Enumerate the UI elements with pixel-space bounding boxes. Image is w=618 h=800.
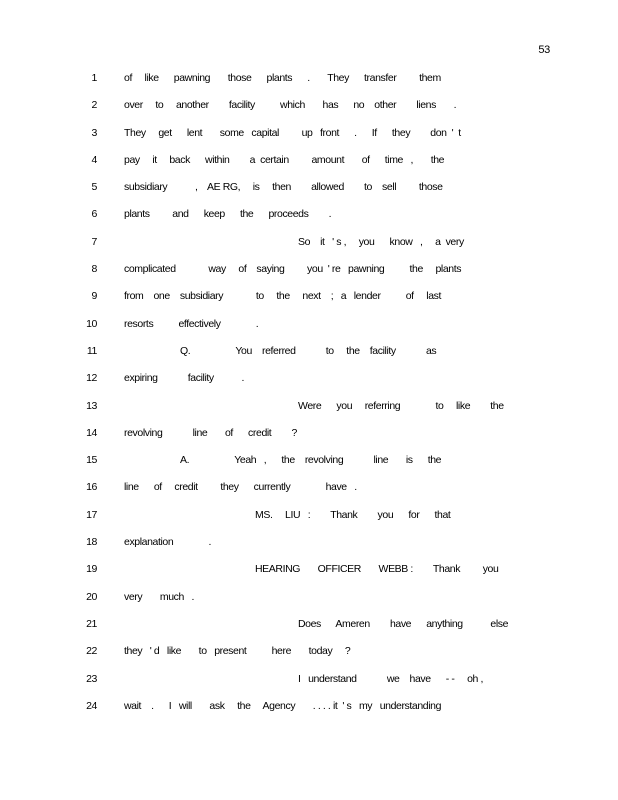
transcript-line [0, 672, 618, 699]
line-text: pay it back within a certain amount of time , the [124, 153, 445, 166]
transcript-line [0, 644, 618, 671]
line-number: 10 [86, 317, 97, 330]
transcript-line [0, 317, 618, 344]
line-number: 5 [91, 181, 97, 194]
line-number: 16 [86, 481, 97, 494]
transcript-line [0, 426, 618, 453]
line-text: Were you referring to like the [298, 399, 504, 412]
line-text: Does Ameren have anything else [298, 617, 509, 630]
line-text: from one subsidiary to the next ; a lender of last [124, 290, 441, 303]
line-text: wait . I will ask the Agency . . . . it ' s my understanding [124, 699, 442, 712]
line-text: expiring facility . [124, 372, 244, 385]
line-text: MS. LIU : Thank you for that [255, 508, 451, 521]
line-number: 21 [86, 617, 97, 630]
line-number: 24 [86, 699, 97, 712]
line-text: complicated way of saying you ' re pawning the plants [124, 263, 462, 276]
line-number: 3 [91, 126, 97, 139]
line-number: 22 [86, 645, 97, 658]
transcript-line [0, 71, 618, 98]
line-text: So it ' s , you know , a very [298, 235, 464, 248]
transcript-line [0, 480, 618, 507]
transcript-line [0, 399, 618, 426]
transcript-line [0, 153, 618, 180]
line-text: resorts effectively . [124, 317, 259, 330]
line-number: 23 [86, 672, 97, 685]
transcript-line [0, 453, 618, 480]
line-text: subsidiary , AE RG, is then allowed to sell those [124, 181, 443, 194]
line-text: explanation . [124, 536, 212, 549]
line-text: line of credit they currently have . [124, 481, 357, 494]
line-number: 12 [86, 372, 97, 385]
transcript-line [0, 562, 618, 589]
transcript-line [0, 235, 618, 262]
transcript-line [0, 262, 618, 289]
line-number: 19 [86, 563, 97, 576]
line-number: 17 [86, 508, 97, 521]
line-number: 9 [91, 290, 97, 303]
transcript-line [0, 508, 618, 535]
transcript-line [0, 289, 618, 316]
line-number: 20 [86, 590, 97, 603]
transcript-line [0, 98, 618, 125]
line-number: 14 [86, 426, 97, 439]
transcript-line [0, 207, 618, 234]
line-text: of like pawning those plants . They transfer them [124, 72, 441, 84]
line-number: 6 [91, 208, 97, 221]
line-text: revolving line of credit ? [124, 426, 297, 439]
line-number: 11 [86, 344, 97, 357]
transcript-line [0, 535, 618, 562]
line-text: HEARING OFFICER WEBB : Thank you [255, 563, 499, 576]
line-text: over to another facility which has no other liens . [124, 99, 457, 112]
line-number: 18 [86, 536, 97, 549]
line-text: I understand we have - - oh , [298, 672, 483, 685]
line-text: Q. You referred to the facility as [180, 344, 437, 357]
line-number: 13 [86, 399, 97, 412]
transcript-line [0, 126, 618, 153]
line-number: 2 [91, 99, 97, 112]
transcript-body [0, 71, 618, 726]
line-text: very much . [124, 590, 195, 603]
line-text: plants and keep the proceeds . [124, 208, 332, 221]
page-number: 53 [538, 44, 550, 56]
line-number: 8 [91, 263, 97, 276]
line-number: 1 [91, 72, 97, 84]
transcript-line [0, 590, 618, 617]
line-number: 4 [91, 153, 97, 166]
transcript-line [0, 699, 618, 726]
transcript-line [0, 180, 618, 207]
transcript-line [0, 371, 618, 398]
line-number: 15 [86, 454, 97, 467]
line-text: They get lent some capital up front . If they don ' t [124, 126, 461, 139]
transcript-line [0, 617, 618, 644]
line-text: A. Yeah , the revolving line is the [180, 454, 442, 467]
line-text: they ' d like to present here today ? [124, 645, 351, 658]
transcript-line [0, 344, 618, 371]
line-number: 7 [91, 235, 97, 248]
